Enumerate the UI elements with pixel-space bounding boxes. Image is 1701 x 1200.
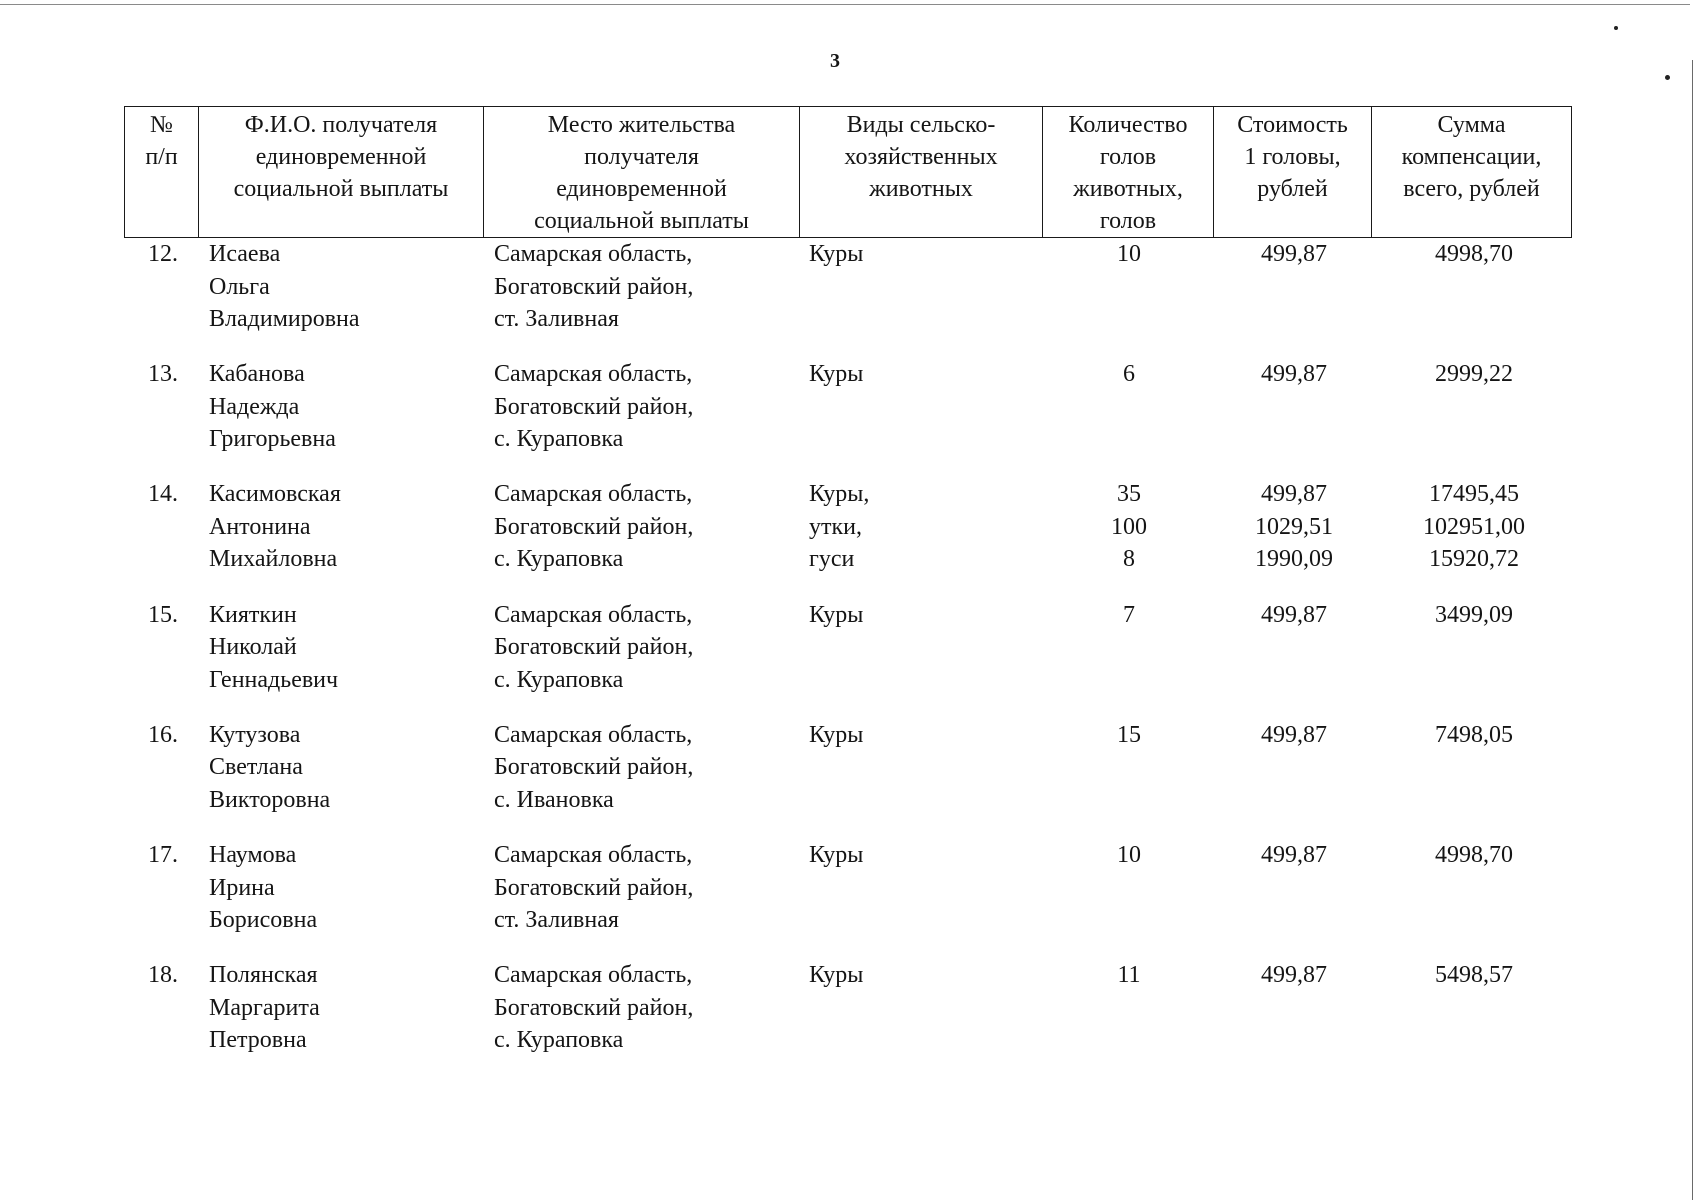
recipient-name-line: Антонина (209, 513, 311, 540)
animal-kind-line: Куры (809, 361, 864, 388)
header-cell-name (199, 107, 484, 238)
row-number: 12. (148, 241, 178, 267)
recipient-name (209, 959, 320, 1057)
animal-count-line: 15 (1117, 721, 1141, 748)
header-text-line: рублей (1257, 176, 1328, 202)
animal-count-line: 10 (1117, 241, 1141, 267)
scan-speck (1614, 26, 1618, 30)
recipient-address (494, 478, 693, 576)
recipient-name (209, 719, 330, 817)
compensation-sum-line: 17495,45 (1429, 481, 1519, 508)
recipient-name-line: Николай (209, 634, 297, 661)
animal-count-line: 11 (1117, 962, 1141, 989)
header-cell-num (125, 107, 199, 238)
recipient-name-line: Исаева (209, 241, 281, 267)
recipient-name-line: Наумова (209, 842, 297, 868)
recipient-address (494, 599, 693, 697)
recipient-name-line: Маргарита (209, 994, 320, 1021)
recipient-address-line: Самарская область, (494, 361, 693, 388)
price-per-head-line: 499,87 (1261, 361, 1327, 388)
header-cell-sum (1372, 107, 1572, 238)
animal-kind-line: утки, (809, 513, 862, 540)
recipient-name-line: Борисовна (209, 907, 318, 933)
animal-count-line: 35 (1117, 481, 1141, 508)
row-number: 17. (148, 842, 178, 868)
price-per-head-line: 499,87 (1261, 601, 1327, 628)
compensation-sum (1374, 839, 1574, 872)
recipient-name-line: Светлана (209, 754, 303, 781)
price-per-head-line: 499,87 (1261, 962, 1327, 989)
header-text-line: № (150, 112, 173, 138)
animal-kind (809, 959, 863, 992)
row-number: 16. (148, 721, 178, 748)
recipient-address-line: Богатовский район, (494, 513, 694, 540)
animal-kind-line: гуси (809, 546, 855, 573)
header-text-line: Виды сельско- (846, 112, 996, 138)
recipient-name-line: Викторовна (209, 786, 331, 813)
recipient-address-line: Самарская область, (494, 721, 693, 748)
recipient-address (494, 358, 693, 456)
recipient-address (494, 839, 693, 937)
animal-kind-line: Куры (809, 241, 864, 267)
header-text-line: Стоимость (1237, 112, 1348, 138)
header-text-line: всего, рублей (1403, 176, 1540, 202)
animal-count-line: 8 (1123, 546, 1135, 573)
animal-kind-line: Куры (809, 601, 864, 628)
price-per-head-line: 499,87 (1261, 241, 1327, 267)
recipient-address-line: с. Кураповка (494, 666, 624, 693)
scan-speck (1665, 75, 1670, 80)
animal-count (1044, 719, 1214, 752)
header-text-line: компенсации, (1401, 144, 1542, 170)
header-text-line: голов (1099, 144, 1157, 170)
recipient-address (494, 238, 693, 336)
row-number: 15. (148, 601, 178, 628)
recipient-name-line: Владимировна (209, 306, 360, 332)
recipient-address-line: с. Кураповка (494, 426, 624, 453)
page-number: 3 (830, 50, 840, 72)
price-per-head (1214, 358, 1374, 391)
recipient-name-line: Надежда (209, 393, 300, 420)
header-text-line: социальной выплаты (233, 176, 449, 202)
header-text-line: хозяйственных (844, 144, 998, 170)
header-text-line: п/п (145, 144, 178, 170)
header-cell-count (1043, 107, 1214, 238)
compensation-sum (1374, 358, 1574, 391)
recipient-name (209, 358, 336, 456)
compensation-sum (1374, 599, 1574, 632)
recipient-name-line: Кутузова (209, 721, 301, 748)
recipient-name-line: Кияткин (209, 601, 297, 628)
recipient-address-line: ст. Заливная (494, 907, 619, 933)
header-cell-price (1214, 107, 1372, 238)
animal-count-line: 7 (1123, 601, 1135, 628)
price-per-head-line: 1029,51 (1255, 513, 1333, 540)
price-per-head (1214, 719, 1374, 752)
compensation-sum-line: 3499,09 (1435, 601, 1513, 628)
row-number: 13. (148, 361, 178, 388)
scan-edge-right (1692, 60, 1693, 1200)
recipient-name (209, 478, 341, 576)
animal-kind (809, 719, 863, 752)
table-header (124, 106, 1572, 238)
recipient-address-line: ст. Заливная (494, 306, 619, 332)
compensation-sum (1374, 959, 1574, 992)
animal-count-line: 100 (1111, 513, 1147, 540)
recipient-address-line: с. Ивановка (494, 786, 614, 813)
recipient-address-line: с. Кураповка (494, 1027, 624, 1054)
recipient-name-line: Ольга (209, 273, 270, 300)
recipient-name-line: Касимовская (209, 481, 341, 508)
recipient-address-line: с. Кураповка (494, 546, 624, 573)
compensation-sum-line: 5498,57 (1435, 962, 1513, 989)
compensation-sum-line: 102951,00 (1423, 513, 1525, 540)
animal-count-line: 10 (1117, 842, 1141, 868)
compensation-sum-line: 15920,72 (1429, 546, 1519, 573)
recipient-name (209, 599, 338, 697)
price-per-head (1214, 839, 1374, 872)
header-text-line: голов (1099, 208, 1157, 234)
compensation-sum-line: 7498,05 (1435, 721, 1513, 748)
recipient-name (209, 238, 360, 336)
animal-count (1044, 238, 1214, 271)
recipient-address-line: Самарская область, (494, 601, 693, 628)
header-text-line: Количество (1068, 112, 1188, 138)
recipient-address-line: Богатовский район, (494, 393, 694, 420)
animal-kind (809, 478, 869, 576)
recipient-name-line: Петровна (209, 1027, 307, 1054)
recipient-address-line: Самарская область, (494, 962, 693, 989)
header-cell-kind (800, 107, 1043, 238)
animal-count (1044, 358, 1214, 391)
header-cell-address (484, 107, 800, 238)
price-per-head (1214, 959, 1374, 992)
compensation-sum (1374, 238, 1574, 271)
animal-kind (809, 599, 863, 632)
price-per-head-line: 499,87 (1261, 481, 1327, 508)
header-text-line: Место жительства (547, 112, 736, 138)
animal-count (1044, 478, 1214, 576)
animal-kind-line: Куры (809, 842, 864, 868)
recipient-address-line: Богатовский район, (494, 634, 694, 661)
animal-kind-line: Куры, (809, 481, 870, 508)
recipient-address (494, 719, 693, 817)
header-text-line: животных, (1073, 176, 1183, 202)
recipient-address-line: Самарская область, (494, 481, 693, 508)
animal-kind (809, 238, 863, 271)
compensation-sum (1374, 719, 1574, 752)
header-text-line: социальной выплаты (534, 208, 749, 234)
header-text-line: животных (869, 176, 973, 202)
animal-kind-line: Куры (809, 721, 864, 748)
recipient-name-line: Геннадьевич (209, 666, 339, 693)
header-text-line: 1 головы, (1244, 144, 1341, 170)
header-row (125, 107, 1572, 238)
recipient-name-line: Ирина (209, 874, 275, 901)
recipient-address-line: Самарская область, (494, 241, 693, 267)
row-number: 14. (148, 481, 178, 508)
price-per-head (1214, 238, 1374, 271)
recipient-name-line: Михайловна (209, 546, 338, 573)
recipient-address-line: Богатовский район, (494, 874, 694, 901)
animal-kind (809, 839, 863, 872)
compensation-sum-line: 4998,70 (1435, 241, 1513, 267)
recipient-name-line: Григорьевна (209, 426, 336, 453)
animal-kind-line: Куры (809, 962, 864, 989)
header-text-line: единовременной (556, 176, 727, 202)
recipient-address-line: Богатовский район, (494, 994, 694, 1021)
animal-count (1044, 959, 1214, 992)
recipient-address-line: Самарская область, (494, 842, 693, 868)
header-text-line: получателя (584, 144, 699, 170)
header-text-line: единовременной (255, 144, 427, 170)
price-per-head (1214, 599, 1374, 632)
recipient-name-line: Кабанова (209, 361, 305, 388)
recipient-address (494, 959, 693, 1057)
header-text-line: Сумма (1437, 112, 1506, 138)
price-per-head (1214, 478, 1374, 576)
animal-kind (809, 358, 863, 391)
animal-count (1044, 839, 1214, 872)
compensation-sum (1374, 478, 1574, 576)
price-per-head-line: 499,87 (1261, 721, 1327, 748)
compensation-sum-line: 2999,22 (1435, 361, 1513, 388)
compensation-sum-line: 4998,70 (1435, 842, 1513, 868)
price-per-head-line: 499,87 (1261, 842, 1327, 868)
header-text-line: Ф.И.О. получателя (244, 112, 438, 138)
recipient-address-line: Богатовский район, (494, 754, 694, 781)
animal-count (1044, 599, 1214, 632)
recipient-address-line: Богатовский район, (494, 273, 694, 300)
row-number: 18. (148, 962, 178, 989)
recipient-name-line: Полянская (209, 962, 318, 989)
scan-edge-top (0, 4, 1690, 5)
animal-count-line: 6 (1123, 361, 1135, 388)
recipient-name (209, 839, 317, 937)
price-per-head-line: 1990,09 (1255, 546, 1333, 573)
